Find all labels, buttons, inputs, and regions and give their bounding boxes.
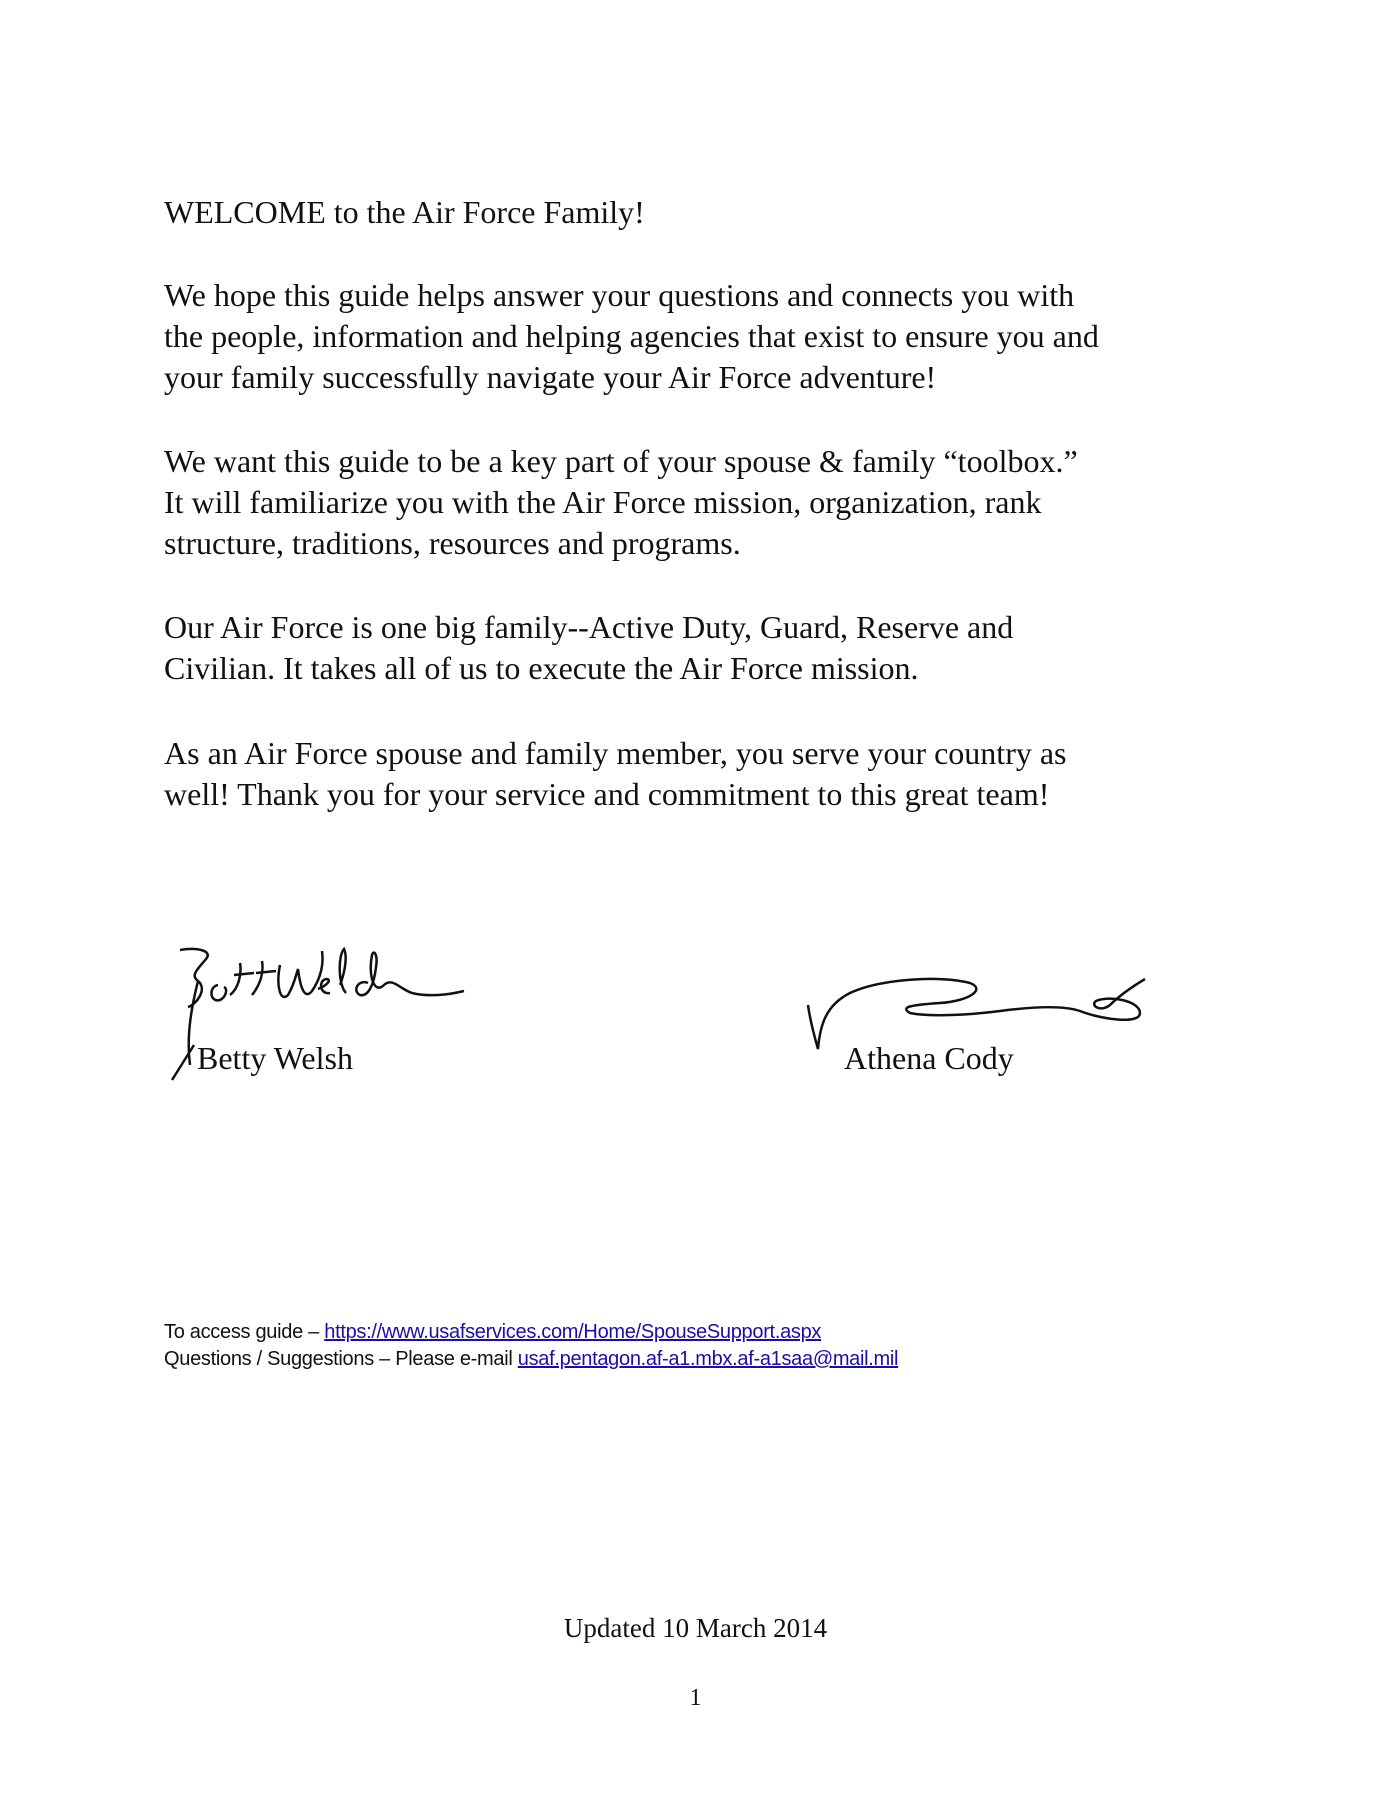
questions-email-link[interactable]: usaf.pentagon.af-a1.mbx.af-a1saa@mail.mil	[517, 1348, 899, 1370]
questions-label: Questions / Suggestions – Please e-mail	[164, 1348, 518, 1370]
paragraph-3-line-1: Our Air Force is one big family--Active Duty, Guard, Reserve and	[164, 609, 1014, 645]
access-guide-label: To access guide –	[164, 1321, 325, 1343]
paragraph-2-line-1: We want this guide to be a key part of your spouse & family “toolbox.”	[164, 443, 1078, 479]
paragraph-1-line-3: your family successfully navigate your Air Force adventure!	[164, 359, 937, 395]
paragraph-2-line-3: structure, traditions, resources and programs.	[164, 525, 741, 561]
page-number: 1	[689, 1685, 702, 1711]
signature-name-left: Betty Welsh	[197, 1040, 353, 1076]
spouse-support-link[interactable]: https://www.usafservices.com/Home/SpouseSupport.aspx	[324, 1321, 822, 1343]
paragraph-3-line-2: Civilian. It takes all of us to execute the Air Force mission.	[164, 650, 919, 686]
paragraph-4-line-1: As an Air Force spouse and family member, you serve your country as	[164, 735, 1067, 771]
paragraph-1-line-1: We hope this guide helps answer your questions and connects you with	[164, 277, 1075, 313]
heading: WELCOME to the Air Force Family!	[164, 194, 645, 230]
paragraph-2-line-2: It will familiarize you with the Air Force mission, organization, rank	[164, 484, 1042, 520]
updated-date: Updated 10 March 2014	[563, 1613, 828, 1643]
signature-name-right: Athena Cody	[844, 1040, 1014, 1076]
paragraph-1-line-2: the people, information and helping agencies that exist to ensure you and	[164, 318, 1099, 354]
questions-line	[164, 1346, 898, 1372]
paragraph-4-line-2: well! Thank you for your service and commitment to this great team!	[164, 776, 1050, 812]
access-guide-line	[164, 1319, 821, 1345]
